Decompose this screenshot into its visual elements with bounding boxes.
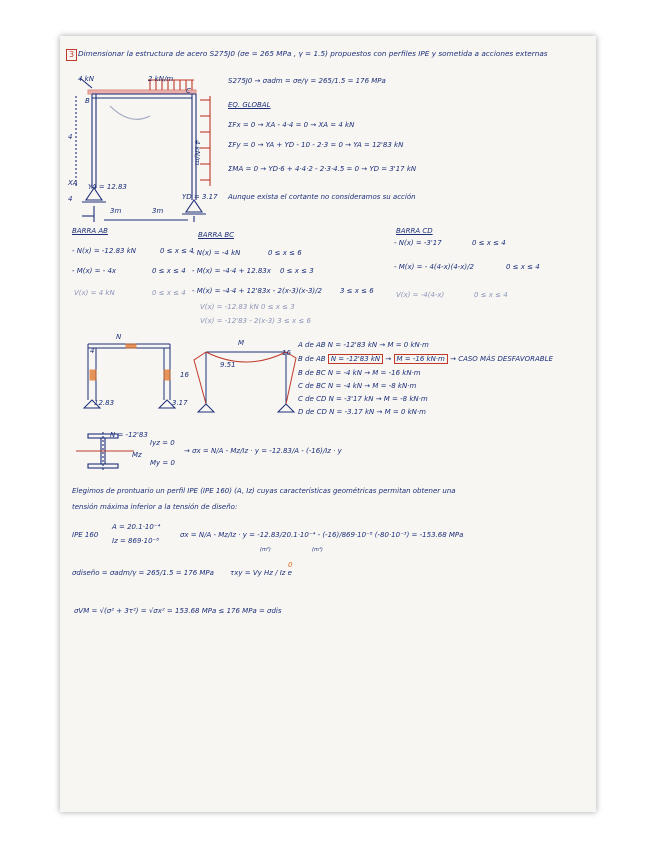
section-b-ab-n: N = -12'83 kN bbox=[328, 354, 383, 364]
m-diagram-val2: 9.51 bbox=[220, 361, 236, 369]
bar-cd-v-range: 0 ≤ x ≤ 4 bbox=[474, 291, 508, 299]
iyz-label: Iyz = 0 bbox=[150, 439, 175, 447]
bar-bc-m2: - M(x) = -4·4 + 12'83x - 2(x-3)(x-3)/2 bbox=[192, 287, 322, 295]
ipe-unit-area: (m²) bbox=[260, 547, 271, 553]
ipe-unit-inertia: (m⁴) bbox=[312, 547, 323, 553]
frame-sketch bbox=[70, 76, 230, 226]
my-label: My = 0 bbox=[150, 459, 175, 467]
bar-ab-title: BARRA AB bbox=[72, 227, 108, 235]
stress-n-label: N = -12'83 bbox=[110, 431, 148, 439]
n-diagram-top: 4 bbox=[90, 347, 95, 355]
ipe-area: A = 20.1·10⁻⁴ bbox=[112, 523, 161, 531]
stress-formula: → σx = N/A - Mz/Iz · y = -12.83/A - (-16)/Iz · y bbox=[184, 447, 342, 455]
handwritten-sheet bbox=[60, 36, 596, 812]
section-a-ab: A de AB N = -12'83 kN → M = 0 kN·m bbox=[298, 341, 429, 349]
bar-ab-m: - M(x) = - 4x bbox=[72, 267, 117, 275]
yd-label: YD = 3.17 bbox=[182, 193, 218, 201]
bar-bc-v2: V(x) = -12'83 - 2(x-3) 3 ≤ x ≤ 6 bbox=[200, 317, 311, 325]
material-line: S275J0 → σadm = σe/γ = 265/1.5 = 176 MPa bbox=[228, 77, 386, 85]
bar-ab-v-range: 0 ≤ x ≤ 4 bbox=[152, 289, 186, 297]
section-b-ab: B de AB N = -12'83 kN → M = -16 kN·m → CASO MÁS DESFAVORABLE bbox=[298, 355, 553, 363]
bar-cd-title: BARRA CD bbox=[396, 227, 433, 235]
section-c-cd: C de CD N = -3'17 kN → M = -8 kN·m bbox=[298, 395, 428, 403]
bar-cd-n-range: 0 ≤ x ≤ 4 bbox=[472, 239, 506, 247]
section-b-bc: B de BC N = -4 kN → M = -16 kN·m bbox=[298, 369, 421, 377]
problem-number: 3 bbox=[66, 49, 77, 61]
design-tau: τxy = Vy Hz / Iz e bbox=[230, 569, 292, 577]
node-b-label: B bbox=[85, 97, 90, 105]
bar-ab-n: - N(x) = -12.83 kN bbox=[72, 247, 136, 255]
section-c-bc: C de BC N = -4 kN → M = -8 kN·m bbox=[298, 382, 417, 390]
dim4-label: 4 bbox=[68, 195, 73, 203]
bar-bc-n-range: 0 ≤ x ≤ 6 bbox=[268, 249, 302, 257]
ipe-inertia: Iz = 869·10⁻⁸ bbox=[112, 537, 160, 545]
eq-fy: ΣFy = 0 → YA + YD - 10 - 2·3 = 0 → YA = 12'83 kN bbox=[228, 141, 404, 149]
section-b-ab-m: M = -16 kN·m bbox=[394, 354, 448, 364]
section-b-ab-prefix: B de AB bbox=[298, 355, 326, 363]
n-diagram-left: 12.83 bbox=[94, 399, 115, 407]
eq-fx: ΣFx = 0 → XA - 4·4 = 0 → XA = 4 kN bbox=[228, 121, 355, 129]
bar-cd-m: - M(x) = - 4(4-x)(4-x)/2 bbox=[394, 263, 474, 271]
bar-bc-n: - N(x) = -4 kN bbox=[192, 249, 241, 257]
height-label: 4 bbox=[68, 133, 73, 141]
design-tau-zero: 0 bbox=[288, 561, 293, 569]
bar-bc-m2-range: 3 ≤ x ≤ 6 bbox=[340, 287, 374, 295]
load-dist-label: 2 kN/m bbox=[148, 75, 174, 83]
bar-bc-m1-range: 0 ≤ x ≤ 3 bbox=[280, 267, 314, 275]
bar-cd-m-range: 0 ≤ x ≤ 4 bbox=[506, 263, 540, 271]
worst-case-label: CASO MÁS DESFAVORABLE bbox=[458, 355, 553, 363]
span2-label: 3m bbox=[152, 207, 164, 215]
bar-bc-v1: V(x) = -12.83 kN 0 ≤ x ≤ 3 bbox=[200, 303, 295, 311]
problem-statement: Dimensionar la estructura de acero S275J0 (σe = 265 MPa , γ = 1.5) propuestos con perfiles IPE y sometida a acciones externas bbox=[78, 49, 548, 58]
eq-ma: ΣMA = 0 → YD·6 + 4·4·2 - 2·3·4.5 = 0 → YD = 3'17 kN bbox=[228, 165, 417, 173]
von-mises-check: σVM = √(σ² + 3τ²) = √σx² = 153.68 MPa ≤ 176 MPa = σdis bbox=[74, 607, 282, 615]
span1-label: 3m bbox=[110, 207, 122, 215]
load-left-label: 4 kN bbox=[78, 75, 94, 83]
m-diagram-label: M bbox=[238, 339, 245, 347]
section-d-cd: D de CD N = -3.17 kN → M = 0 kN·m bbox=[298, 408, 426, 416]
bar-bc-m1: - M(x) = -4·4 + 12.83x bbox=[192, 267, 271, 275]
m-diagram-val3: 16 bbox=[282, 349, 291, 357]
profile-text-line1: Elegimos de prontuario un perfil IPE (IPE 160) (A, Iz) cuyas características geométricas permitan obtener una bbox=[72, 487, 456, 495]
eq-global-title: EQ. GLOBAL bbox=[228, 101, 271, 109]
bar-cd-v: V(x) = -4(4-x) bbox=[396, 291, 445, 299]
bar-ab-v: V(x) = 4 kN bbox=[74, 289, 115, 297]
design-sigma: σdiseño = σadm/γ = 265/1.5 = 176 MPa bbox=[72, 569, 214, 577]
moment-diagram bbox=[192, 338, 312, 418]
load-right-label: 4 kN/m bbox=[193, 140, 201, 166]
ipe-label: IPE 160 bbox=[72, 531, 99, 539]
shear-note: Aunque exista el cortante no consideramos su acción bbox=[228, 193, 416, 201]
bar-bc-title: BARRA BC bbox=[198, 231, 235, 239]
ya-label: YA = 12.83 bbox=[88, 183, 127, 191]
bar-cd-n: - N(x) = -3'17 bbox=[394, 239, 442, 247]
mz-label: Mz bbox=[132, 451, 142, 459]
n-diagram-right: 3.17 bbox=[172, 399, 188, 407]
bar-ab-n-range: 0 ≤ x ≤ 4 bbox=[160, 247, 194, 255]
ipe-stress-calc: σx = N/A - Mz/Iz · y = -12.83/20.1·10⁻⁴ - (-16)/869·10⁻⁸ (-80·10⁻³) = -153.68 MPa bbox=[180, 531, 464, 539]
profile-text-line2: tensión máxima inferior a la tensión de diseño: bbox=[72, 503, 238, 511]
n-diagram-label: N bbox=[116, 333, 122, 341]
m-diagram-val1: 16 bbox=[180, 371, 189, 379]
bar-ab-m-range: 0 ≤ x ≤ 4 bbox=[152, 267, 186, 275]
node-c-label: C bbox=[186, 87, 191, 95]
xa-label: XA bbox=[68, 179, 78, 187]
